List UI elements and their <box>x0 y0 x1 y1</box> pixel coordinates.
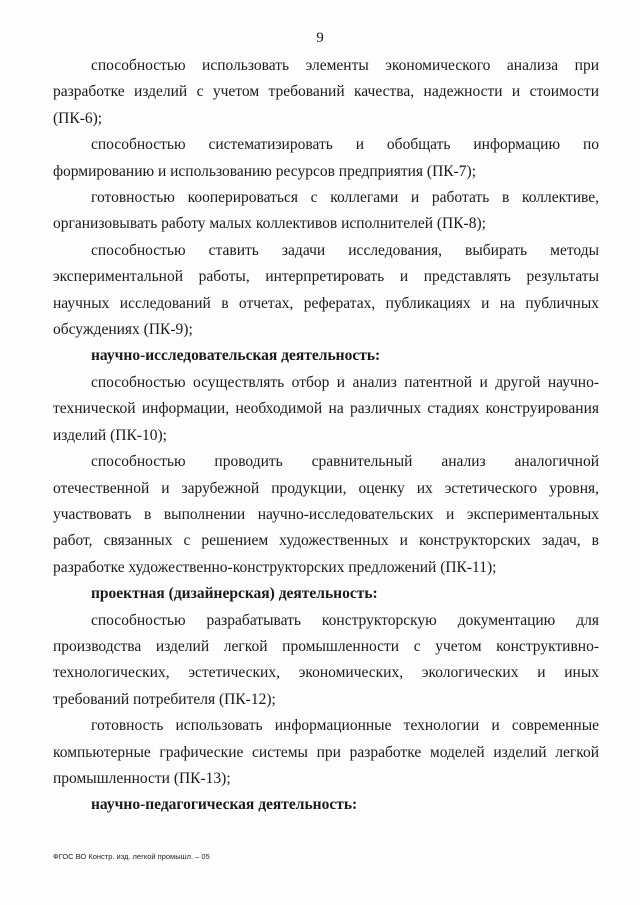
section-heading-pedagogy: научно-педагогическая деятельность: <box>91 796 358 814</box>
paragraph-pk12: способностью разрабатывать конструкторскую документацию для производства изделий легкой промышленности с учетом конструктивно-технологических, эстетических, экономических, экологических и иных требований потребителя (ПК-12); <box>53 611 599 708</box>
paragraph-pk11: способностью проводить сравнительный анализ аналогичной отечественной и зарубежной продукции, оценку их эстетического уровня, участвовать в выполнении научно-исследовательских и экспериментальных работ, связанных с решением художественных и конструкторских задач, в разработке художественно-конструкторских предложений (ПК-11); <box>53 453 599 576</box>
page-footer: ФГОС ВО Констр. изд. легкой промышл. – 05 <box>53 852 210 861</box>
paragraph-pk7: способностью систематизировать и обобщать информацию по формированию и использованию ресурсов предприятия (ПК-7); <box>53 136 599 180</box>
paragraph-pk8: готовностью кооперироваться с коллегами и работать в коллективе, организовывать работу малых коллективов исполнителей (ПК-8); <box>53 189 599 233</box>
paragraph-pk6: способностью использовать элементы экономического анализа при разработке изделий с учетом требований качества, надежности и стоимости (ПК-6); <box>53 57 599 127</box>
paragraph-pk9: способностью ставить задачи исследования, выбирать методы экспериментальной работы, интерпретировать и представлять результаты научных исследований в отчетах, рефератах, публикациях и на публичных обсуждениях (ПК-9); <box>53 241 599 339</box>
section-heading-research: научно-исследовательская деятельность: <box>91 347 381 365</box>
page-number: 9 <box>316 30 324 46</box>
paragraph-pk10: способностью осуществлять отбор и анализ патентной и другой научно-технической информации, необходимой на различных стадиях конструирования изделий (ПК-10); <box>53 373 599 444</box>
section-heading-design: проектная (дизайнерская) деятельность: <box>91 585 378 603</box>
document-body <box>53 53 599 819</box>
paragraph-pk13: готовность использовать информационные технологии и современные компьютерные графические системы при разработке моделей изделий легкой промышленности (ПК-13); <box>53 717 599 787</box>
